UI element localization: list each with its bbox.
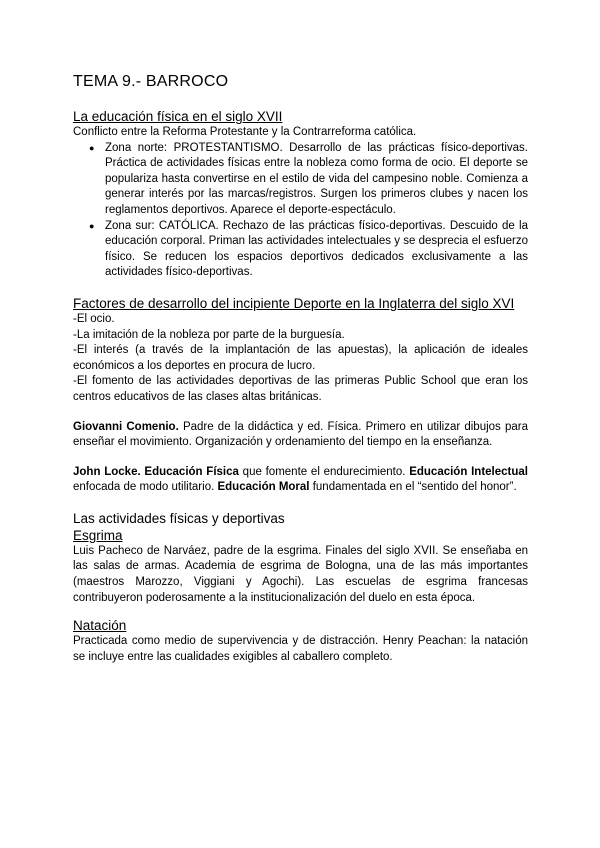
bullet-icon: ●	[89, 142, 95, 153]
document-title: TEMA 9.- BARROCO	[73, 73, 229, 90]
section-intro: Conflicto entre la Reforma Protestante y la Contrarreforma católica.	[73, 126, 417, 138]
comenio-paragraph: Giovanni Comenio. Padre de la didáctica y ed. Física. Primero en utilizar dibujos para enseñar el movimiento. Organización y ordenamiento del tiempo en la enseñanza.	[73, 420, 528, 449]
comenio-name: Giovanni Comenio.	[73, 420, 179, 433]
section-heading-educacion-fisica: La educación física en el siglo XVII	[73, 109, 283, 124]
factor-line: -El ocio.	[73, 312, 115, 325]
list-item: ● Zona norte: PROTESTANTISMO. Desarrollo de las prácticas físico-deportivas. Práctica de actividades físicas entre la nobleza como forma de ocio. El deporte se populariza hasta convertirse en el estilo de vida del campesino noble. Comienza a generar interés por las marcas/registros. Surgen los primeros clubes y nacen los reglamentos deportivos. Aparece el deporte-espectáculo.	[89, 141, 528, 216]
factor-line: -El interés (a través de la implantación de las apuestas), la aplicación de ideales económicos a los deportes en procura de lucro.	[73, 344, 528, 372]
locke-paragraph: John Locke. Educación Física que fomente el endurecimiento. Educación Intelectual enfocada de modo utilitario. Educación Moral fundamentada en el “sentido del honor”.	[73, 465, 528, 494]
section-heading-factores: Factores de desarrollo del incipiente Deporte en la Inglaterra del siglo XVI	[73, 295, 515, 311]
locke-name: John Locke. Educación Física	[73, 465, 239, 478]
bullet-icon: ●	[89, 220, 95, 231]
factor-line: -La imitación de la nobleza por parte de la burguesía.	[73, 328, 345, 341]
section-heading-actividades: Las actividades físicas y deportivas	[73, 510, 285, 526]
subheading-natacion: Natación	[73, 618, 127, 634]
list-item: ● Zona sur: CATÓLICA. Rechazo de las prácticas físico-deportivas. Descuido de la educación corporal. Priman las actividades intelectuales y se desprecia el esfuerzo físico. Se reducen los espacios deportivos dedicados exclusivamente a las actividades físico-deportivas.	[89, 219, 528, 279]
natacion-paragraph: Practicada como medio de supervivencia y de distracción. Henry Peachan: la natación se incluye entre las cualidades exigibles al caballero completo.	[73, 635, 528, 663]
esgrima-paragraph: Luis Pacheco de Narváez, padre de la esgrima. Finales del siglo XVII. Se enseñaba en las salas de armas. Academia de esgrima de Bologna, una de las más importantes (maestros Marozzo, Viggiani y Agochi). Las escuelas de esgrima francesas contribuyeron poderosamente a la institucionalización del duelo en esta época.	[73, 544, 528, 604]
zones-list	[73, 141, 528, 281]
factor-line: -El fomento de las actividades deportivas de las primeras Public School que eran los centros educativos de las clases altas británicas.	[73, 375, 528, 403]
document-page	[73, 72, 528, 665]
subheading-esgrima: Esgrima	[73, 527, 123, 543]
